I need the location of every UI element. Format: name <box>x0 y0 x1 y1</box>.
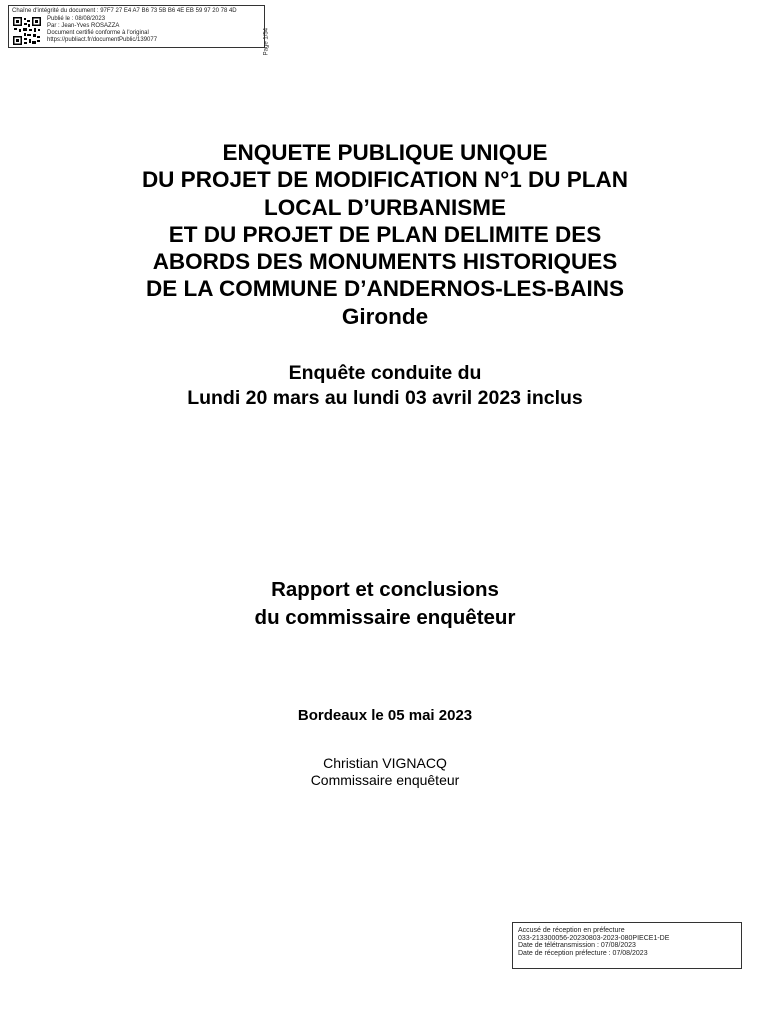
integrity-stamp <box>8 5 269 56</box>
title-line: ENQUETE PUBLIQUE UNIQUE <box>222 140 548 165</box>
period-line-1: Enquête conduite du <box>288 362 482 384</box>
receipt-line: Date de télétransmission : 07/08/2023 <box>518 942 636 950</box>
receipt-line: Date de réception préfecture : 07/08/2023 <box>518 949 648 957</box>
signer-name: Christian VIGNACQ <box>323 755 447 771</box>
place-date-line: Bordeaux le 05 mai 2023 <box>297 707 473 724</box>
page-number-label: Page 1/54 <box>263 28 269 56</box>
title-line: ET DU PROJET DE PLAN DELIMITE DES <box>168 221 602 247</box>
title-line: DE LA COMMUNE D’ANDERNOS-LES-BAINS <box>146 276 624 302</box>
prefecture-receipt-box <box>512 922 742 969</box>
title-line: ABORDS DES MONUMENTS HISTORIQUES <box>152 249 618 275</box>
signer-block <box>0 755 770 789</box>
inquiry-period <box>0 361 770 411</box>
title-line: Gironde <box>341 303 429 329</box>
receipt-line: Accusé de réception en préfecture <box>518 927 625 934</box>
title-line: LOCAL D’URBANISME <box>263 194 507 220</box>
qr-code-icon <box>13 17 41 45</box>
published-by-text: Par : Jean-Yves ROSAZZA <box>47 23 120 29</box>
receipt-line: 033-213300056-20230803-2023-080PIECE1-DE <box>518 934 670 942</box>
report-heading <box>0 576 770 632</box>
period-line-2: Lundi 20 mars au lundi 03 avril 2023 inclus <box>187 387 583 409</box>
certified-text: Document certifié conforme à l'original <box>47 30 149 36</box>
title-line: DU PROJET DE MODIFICATION N°1 DU PLAN <box>141 167 629 193</box>
published-date-text: Publié le : 08/08/2023 <box>47 16 106 22</box>
integrity-chain-text: Chaîne d'intégrité du document : 97F7 27 E4 A7 B6 73 5B B6 4E EB 59 97 20 78 4D <box>12 8 237 14</box>
document-url-text: https://publiact.fr/documentPublic/139077 <box>47 37 158 43</box>
report-line-2: du commissaire enquêteur <box>254 606 516 629</box>
document-title <box>0 139 770 330</box>
signer-role: Commissaire enquêteur <box>310 772 460 788</box>
report-line-1: Rapport et conclusions <box>271 578 499 601</box>
